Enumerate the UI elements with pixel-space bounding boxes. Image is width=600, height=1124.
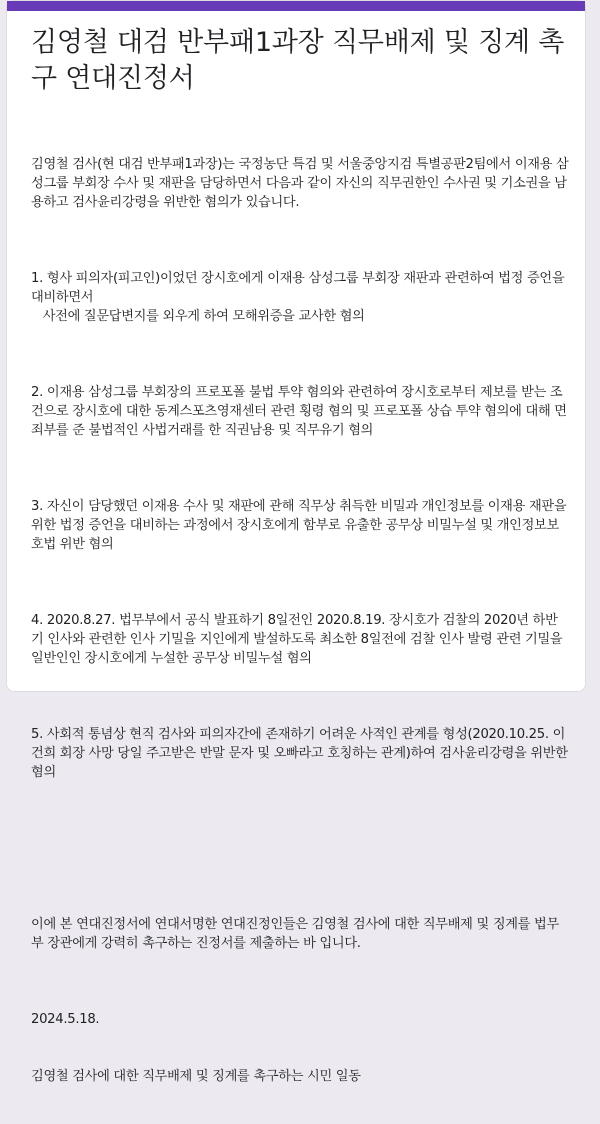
- form-header-content: [31, 25, 572, 1124]
- allegation-item-2: 2. 이재용 삼성그룹 부회장의 프로포폴 불법 투약 혐의와 관련하여 장시호로부터 제보를 받는 조건으로 장시호에 대한 동계스포츠영재센터 관련 횡령 혐의 및 프로포폴 상습 투약 혐의에 대해 면죄부를 준 불법적인 사법거래를 한 직권남용 및 직무유기 혐의: [31, 385, 567, 438]
- allegation-item-5: 5. 사회적 통념상 현직 검사와 피의자간에 존재하기 어려운 사적인 관계를 형성(2020.10.25. 이건희 회장 사망 당일 주고받은 반말 문자 및 오빠라고 호칭하는 관계)하여 검사윤리강령을 위반한 혐의: [31, 727, 572, 780]
- intro-paragraph: 김영철 검사(현 대검 반부패1과장)는 국정농단 특검 및 서울중앙지검 특별공판2팀에서 이재용 삼성그룹 부회장 수사 및 재판을 담당하면서 다음과 같이 자신의 직무권한인 수사권 및 기소권을 남용하고 검사윤리강령을 위반한 혐의가 있습니다.: [31, 157, 569, 210]
- form-header-card: [6, 0, 586, 1084]
- allegation-item-4: 4. 2020.8.27. 법무부에서 공식 발표하기 8일전인 2020.8.19. 장시호가 검찰의 2020년 하반기 인사와 관련한 인사 기밀을 지인에게 발설하도록 최소한 8일전에 검찰 인사 발령 관련 기밀을 일반인인 장시호에게 누설한 공무상 비밀누설 혐의: [31, 613, 567, 666]
- date-line: 2024.5.18.: [31, 1012, 100, 1027]
- allegation-item-1: 1. 형사 피의자(피고인)이었던 장시호에게 이재용 삼성그룹 부회장 재판과 관련하여 법정 증언을 대비하면서 사전에 질문답변지를 외우게 하여 모해위증을 교사한 혐의: [31, 271, 565, 324]
- signer-line: 김영철 검사에 대한 직무배제 및 징계를 촉구하는 시민 일동: [31, 1069, 361, 1084]
- spacer: [31, 839, 569, 877]
- form-title: 김영철 대검 반부패1과장 직무배제 및 징계 촉구 연대진정서: [31, 27, 565, 94]
- form-description: [31, 117, 572, 1124]
- accent-bar: [7, 1, 585, 11]
- allegation-item-3: 3. 자신이 담당했던 이재용 수사 및 재판에 관해 직무상 취득한 비밀과 개인정보를 이재용 재판을 위한 법정 증언을 대비하는 과정에서 장시호에게 함부로 유출한 공무상 비밀누설 및 개인정보보호법 위반 혐의: [31, 499, 571, 552]
- closing-paragraph: 이에 본 연대진정서에 연대서명한 연대진정인들은 김영철 검사에 대한 직무배제 및 징계를 법무부 장관에게 강력히 촉구하는 진정서를 제출하는 바 입니다.: [31, 917, 559, 951]
